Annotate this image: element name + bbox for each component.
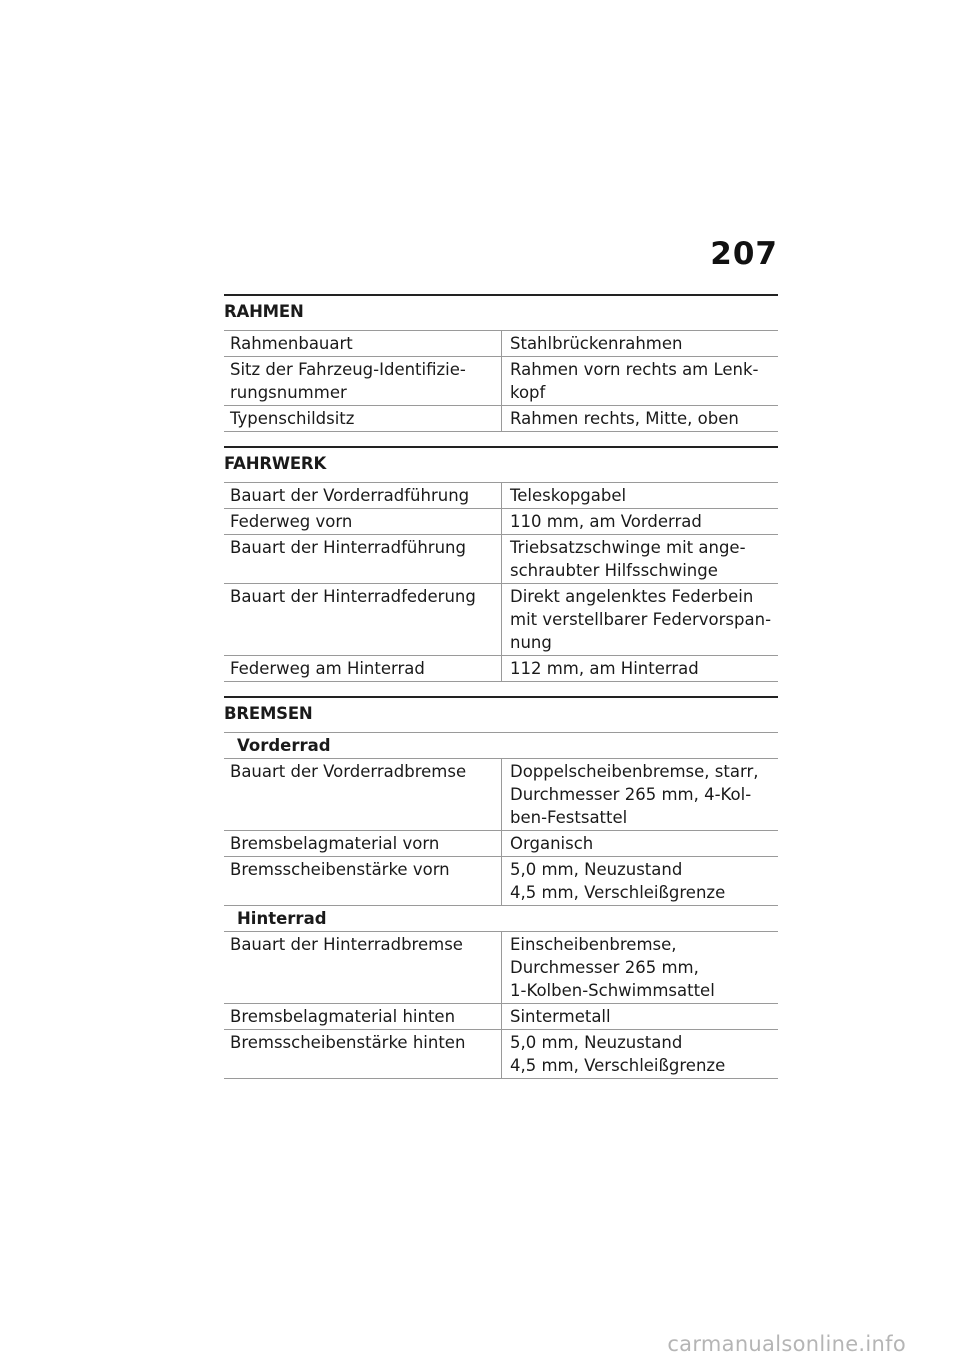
spec-value: Doppelscheibenbremse, starr, Durchmesser 265 mm, 4-Kol- ben-Festsattel xyxy=(510,762,759,827)
table-row xyxy=(224,656,778,682)
spec-table xyxy=(224,330,778,432)
table-row xyxy=(224,584,778,656)
spec-label: Rahmenbauart xyxy=(224,331,502,357)
subsection-title: Hinterrad xyxy=(237,909,327,928)
table-row xyxy=(224,831,778,857)
spec-table xyxy=(224,482,778,682)
spec-label: Bauart der Hinterradführung xyxy=(224,535,502,584)
page-number: 207 xyxy=(710,236,778,272)
table-row xyxy=(224,509,778,535)
spec-value: Stahlbrückenrahmen xyxy=(510,334,683,353)
spec-label: Typenschildsitz xyxy=(224,406,502,432)
section-title: FAHRWERK xyxy=(224,446,778,482)
table-row xyxy=(224,932,778,1004)
section-bremsen xyxy=(224,696,778,1079)
spec-label: Bauart der Vorderradbremse xyxy=(224,759,502,831)
table-row xyxy=(224,1004,778,1030)
table-row xyxy=(224,535,778,584)
spec-label: Bremsbelagmaterial hinten xyxy=(224,1004,502,1030)
spec-value: Rahmen vorn rechts am Lenk- kopf xyxy=(510,360,759,402)
spec-value: 5,0 mm, Neuzustand 4,5 mm, Verschleißgrenze xyxy=(510,1033,726,1075)
section-title: RAHMEN xyxy=(224,294,778,330)
spec-label: Bauart der Vorderradführung xyxy=(224,483,502,509)
table-row xyxy=(224,857,778,906)
spec-value: Direkt angelenktes Federbein mit verstellbarer Federvorspan- nung xyxy=(510,587,772,652)
section-title: BREMSEN xyxy=(224,696,778,732)
watermark-footer: carmanualsonline.info xyxy=(667,1332,906,1356)
subsection-heading xyxy=(224,733,778,759)
spec-content xyxy=(224,294,778,1093)
table-row xyxy=(224,483,778,509)
spec-label: Bremsscheibenstärke vorn xyxy=(224,857,502,906)
subsection-title: Vorderrad xyxy=(237,736,331,755)
spec-label: Bremsscheibenstärke hinten xyxy=(224,1030,502,1079)
spec-label: Bauart der Hinterradfederung xyxy=(224,584,502,656)
spec-value: 5,0 mm, Neuzustand 4,5 mm, Verschleißgrenze xyxy=(510,860,726,902)
table-row xyxy=(224,331,778,357)
spec-label: Sitz der Fahrzeug-Identifizie- rungsnummer xyxy=(224,357,502,406)
subsection-heading xyxy=(224,906,778,932)
section-fahrwerk xyxy=(224,446,778,682)
spec-label: Federweg vorn xyxy=(224,509,502,535)
spec-table xyxy=(224,732,778,1079)
spec-value: Rahmen rechts, Mitte, oben xyxy=(510,409,739,428)
spec-label: Federweg am Hinterrad xyxy=(224,656,502,682)
spec-label: Bremsbelagmaterial vorn xyxy=(224,831,502,857)
spec-value: Triebsatzschwinge mit ange- schraubter Hilfsschwinge xyxy=(510,538,746,580)
spec-value: Teleskopgabel xyxy=(510,486,627,505)
spec-value: Einscheibenbremse, Durchmesser 265 mm, 1-Kolben-Schwimmsattel xyxy=(510,935,715,1000)
table-row xyxy=(224,406,778,432)
spec-label: Bauart der Hinterradbremse xyxy=(224,932,502,1004)
section-rahmen xyxy=(224,294,778,432)
spec-value: 112 mm, am Hinterrad xyxy=(510,659,699,678)
table-row xyxy=(224,357,778,406)
spec-value: 110 mm, am Vorderrad xyxy=(510,512,702,531)
table-row xyxy=(224,759,778,831)
table-row xyxy=(224,1030,778,1079)
spec-value: Organisch xyxy=(510,834,594,853)
spec-value: Sintermetall xyxy=(510,1007,611,1026)
